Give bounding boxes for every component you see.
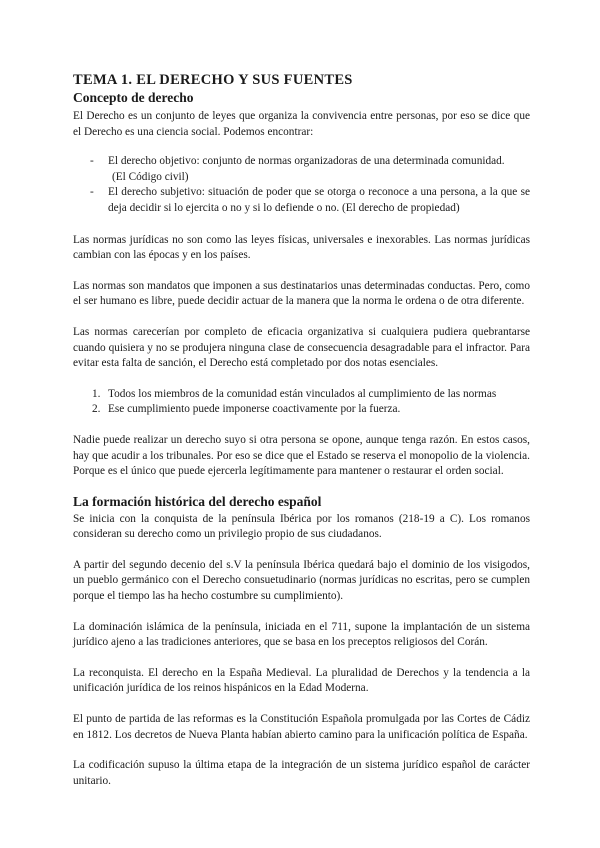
paragraph: Las normas carecerían por completo de eficacia organizativa si cualquiera pudiera quebrantarse cuando quisiera y no se produjera ninguna clase de consecuencia desagradable para el infractor. Para evitar esta falta de sanción, el Derecho está completado por dos notas esenciales.: [73, 325, 530, 370]
list-marker: -: [90, 186, 94, 199]
paragraph: La codificación supuso la última etapa de la integración de un sistema jurídico español de carácter unitario.: [73, 759, 530, 787]
list-item-subtext: (El Código civil): [112, 170, 189, 183]
paragraph: El punto de partida de las reformas es la Constitución Española promulgada por las Cortes de Cádiz en 1812. Los decretos de Nueva Planta habían abierto camino para la unificación política de España.: [73, 713, 530, 741]
list-marker: 1.: [92, 387, 101, 400]
paragraph: El Derecho es un conjunto de leyes que organiza la convivencia entre personas, por eso se dice que el Derecho es una ciencia social. Podemos encontrar:: [73, 110, 530, 138]
list-item-text: Ese cumplimiento puede imponerse coactivamente por la fuerza.: [108, 403, 401, 416]
paragraph: Se inicia con la conquista de la península Ibérica por los romanos (218-19 a C). Los romanos consideran su derecho como un privilegio propio de sus ciudadanos.: [73, 512, 530, 541]
list-item: [73, 387, 530, 403]
list-item: [73, 185, 530, 216]
list-item-text: El derecho objetivo: conjunto de normas organizadoras de una determinada comunidad.: [108, 155, 505, 168]
dash-list: [73, 154, 530, 216]
document-page: [73, 72, 530, 789]
list-item-text: El derecho subjetivo: situación de poder que se otorga o reconoce a una persona, a la que se deja decidir si lo ejercita o no y si lo defiende o no. (El derecho de propiedad): [108, 186, 530, 214]
paragraph: Las normas son mandatos que imponen a sus destinatarios unas determinadas conductas. Pero, como el ser humano es libre, puede decidir actuar de la manera que la norma le ordena o de otra diferente.: [73, 279, 530, 308]
list-marker: 2.: [92, 403, 101, 416]
numbered-list: [73, 387, 530, 418]
section-heading-concepto: Concepto de derecho: [73, 90, 194, 105]
paragraph: Las normas jurídicas no son como las leyes físicas, universales e inexorables. Las normas jurídicas cambian con las épocas y en los países.: [73, 233, 530, 262]
list-item-text: Todos los miembros de la comunidad están vinculados al cumplimiento de las normas: [108, 387, 497, 400]
paragraph: A partir del segundo decenio del s.V la península Ibérica quedará bajo el dominio de los visigodos, un pueblo germánico con el Derecho consuetudinario (normas jurídicas no escritas, pero se cumplen porque el tiempo las ha hecho costumbre su cumplimiento).: [73, 558, 530, 603]
list-marker: -: [90, 155, 94, 168]
paragraph: Nadie puede realizar un derecho suyo si otra persona se opone, aunque tenga razón. En estos casos, hay que acudir a los tribunales. Por eso se dice que el Estado se reserva el monopolio de la violencia. Porque es el único que puede ejercerla legítimamente para mantener o restaurar el orden social.: [73, 433, 530, 478]
paragraph: La reconquista. El derecho en la España Medieval. La pluralidad de Derechos y la tendencia a la unificación jurídica de los reinos hispánicos en la Edad Moderna.: [73, 666, 530, 695]
list-item: [73, 402, 530, 418]
section-heading-formacion: La formación histórica del derecho español: [73, 493, 322, 509]
paragraph: La dominación islámica de la península, iniciada en el 711, supone la implantación de un sistema jurídico ajeno a las tradiciones anteriores, que se basa en los preceptos religiosos del Corán.: [73, 620, 530, 649]
document-title: TEMA 1. EL DERECHO Y SUS FUENTES: [73, 72, 353, 88]
list-item: [73, 154, 530, 185]
